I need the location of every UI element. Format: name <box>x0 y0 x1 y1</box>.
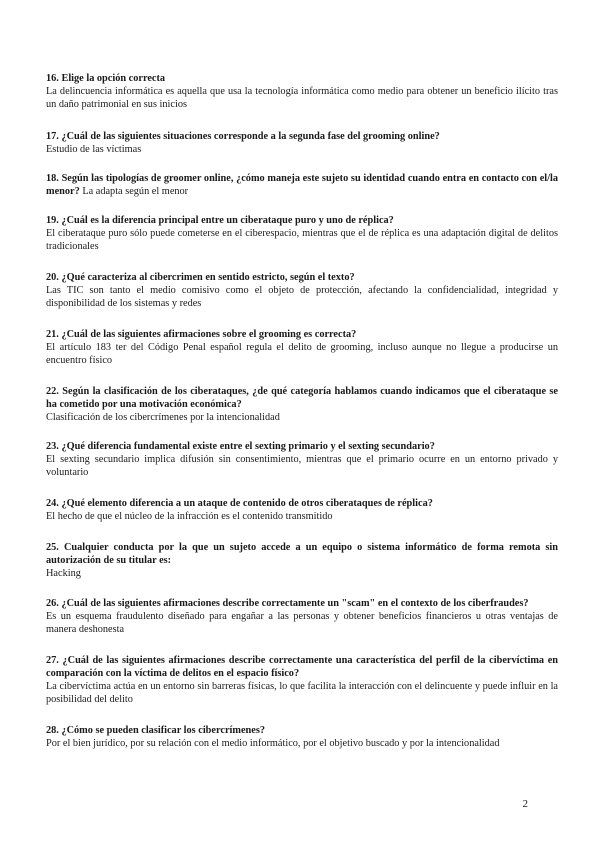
question-text <box>46 172 558 198</box>
answer-text: El ciberataque puro sólo puede cometerse en el ciberespacio, mientras que el de réplica es una adaptación digital de delitos tradicionales <box>46 228 558 252</box>
answer-text: Las TIC son tanto el medio comisivo como el objeto de protección, afectando la confidencialidad, integridad y disponibilidad de los sistemas y redes <box>46 285 558 309</box>
answer-text: La delincuencia informática es aquella que usa la tecnología informática como medio para obtener un beneficio ilícito tras un daño patrimonial en sus inicios <box>46 86 558 110</box>
question-text: 27. ¿Cuál de las siguientes afirmaciones describe correctamente una característica del perfil de la cibervíctima en comparación con la víctima de delitos en el espacio físico? <box>46 655 558 679</box>
question-text: 21. ¿Cuál de las siguientes afirmaciones sobre el grooming es correcta? <box>46 329 357 340</box>
question-text: 24. ¿Qué elemento diferencia a un ataque de contenido de otros ciberataques de réplica? <box>46 498 433 509</box>
question-text: 19. ¿Cuál es la diferencia principal entre un ciberataque puro y uno de réplica? <box>46 215 394 226</box>
question-block-25 <box>46 541 558 580</box>
question-text-inner: 18. Según las tipologías de groomer online, ¿cómo maneja este sujeto su identidad cuando entra en contacto con el/la menor? <box>46 173 558 197</box>
question-block-18 <box>46 172 558 198</box>
question-block-19 <box>46 214 558 253</box>
question-text: 25. Cualquier conducta por la que un sujeto accede a un equipo o sistema informático de forma remota sin autorización de su titular es: <box>46 542 558 566</box>
answer-text: El sexting secundario implica difusión sin consentimiento, mientras que el primario ocurre en un entorno privado y voluntario <box>46 454 558 478</box>
question-text: 28. ¿Cómo se pueden clasificar los cibercrímenes? <box>46 725 265 736</box>
answer-text: Hacking <box>46 568 81 579</box>
question-text: 20. ¿Qué caracteriza al cibercrimen en sentido estricto, según el texto? <box>46 272 355 283</box>
question-text: 23. ¿Qué diferencia fundamental existe entre el sexting primario y el sexting secundario? <box>46 441 435 452</box>
question-text: 26. ¿Cuál de las siguientes afirmaciones describe correctamente un "scam" en el contexto de los ciberfraudes? <box>46 598 529 609</box>
question-block-16 <box>46 72 558 111</box>
answer-text: Por el bien jurídico, por su relación con el medio informático, por el objetivo buscado y por la intencionalidad <box>46 738 500 749</box>
answer-text: Estudio de las víctimas <box>46 144 142 155</box>
question-block-22 <box>46 385 558 424</box>
answer-text: El hecho de que el núcleo de la infracción es el contenido transmitido <box>46 511 333 522</box>
answer-text: La cibervíctima actúa en un entorno sin barreras físicas, lo que facilita la interacción con el delincuente y puede influir en la posibilidad del delito <box>46 681 558 705</box>
page-number: 2 <box>522 798 528 810</box>
answer-text: El artículo 183 ter del Código Penal español regula el delito de grooming, incluso aunque no llegue a producirse un encuentro físico <box>46 342 558 366</box>
question-block-20 <box>46 271 558 310</box>
question-block-17 <box>46 130 558 156</box>
question-text: 22. Según la clasificación de los ciberataques, ¿de qué categoría hablamos cuando indicamos que el ciberataque se ha cometido por una motivación económica? <box>46 386 558 410</box>
answer-text: Es un esquema fraudulento diseñado para engañar a las personas y obtener beneficios financieros u otras ventajas de manera deshonesta <box>46 611 558 635</box>
question-text: 17. ¿Cuál de las siguientes situaciones corresponde a la segunda fase del grooming online? <box>46 131 440 142</box>
question-block-23 <box>46 440 558 479</box>
answer-text: La adapta según el menor <box>82 186 189 197</box>
question-block-21 <box>46 328 558 367</box>
question-block-27 <box>46 654 558 706</box>
question-block-28 <box>46 724 558 750</box>
question-text: 16. Elige la opción correcta <box>46 73 166 84</box>
question-block-24 <box>46 497 558 523</box>
question-block-26 <box>46 597 558 636</box>
answer-text: Clasificación de los cibercrímenes por la intencionalidad <box>46 412 280 423</box>
